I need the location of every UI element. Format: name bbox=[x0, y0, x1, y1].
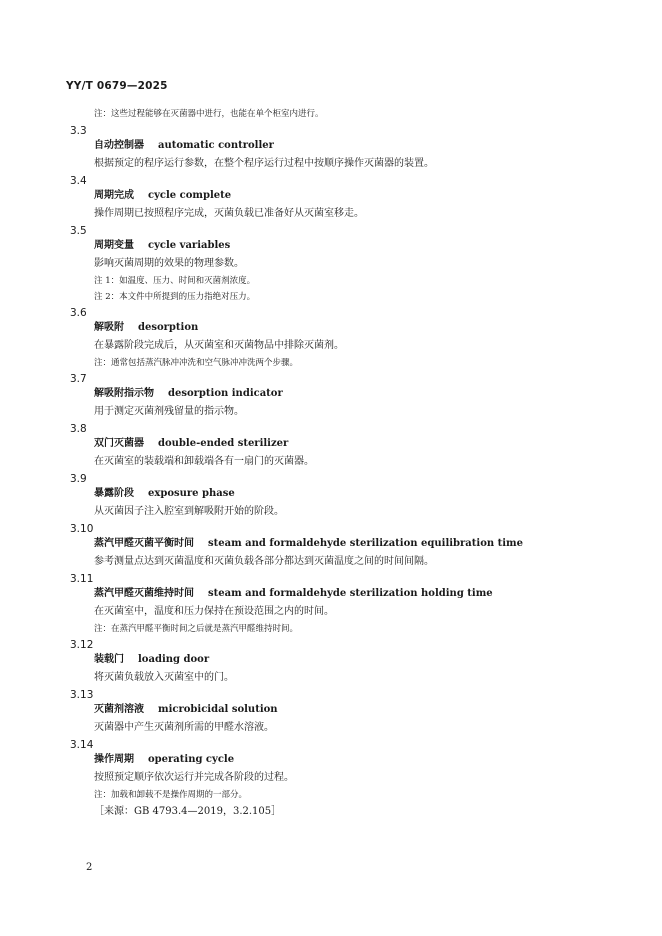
term-number: 3.13 bbox=[70, 689, 94, 701]
term-heading bbox=[94, 703, 610, 721]
term-note: 注 1：如温度、压力、时间和灭菌剂浓度。 bbox=[94, 276, 256, 286]
term-number: 3.11 bbox=[70, 573, 94, 585]
term-definition: 按照预定顺序依次运行并完成各阶段的过程。 bbox=[94, 772, 294, 783]
intro-note: 注：这些过程能够在灭菌器中进行，也能在单个柜室内进行。 bbox=[94, 109, 324, 119]
term-english: cycle variables bbox=[148, 240, 231, 251]
terms-section bbox=[70, 108, 610, 823]
term-number: 3.14 bbox=[70, 739, 94, 751]
term-chinese: 灭菌剂溶液 bbox=[94, 704, 144, 715]
term-chinese: 蒸汽甲醛灭菌维持时间 bbox=[94, 588, 194, 599]
term-heading bbox=[94, 387, 610, 405]
term-note: 注：加载和卸载不是操作周期的一部分。 bbox=[94, 790, 248, 800]
term-entry bbox=[70, 523, 610, 573]
term-definition: 操作周期已按照程序完成，灭菌负载已准备好从灭菌室移走。 bbox=[94, 208, 364, 219]
term-chinese: 暴露阶段 bbox=[94, 488, 134, 499]
term-english: double-ended sterilizer bbox=[158, 438, 289, 449]
term-entry bbox=[70, 423, 610, 473]
term-chinese: 操作周期 bbox=[94, 754, 134, 765]
term-number: 3.6 bbox=[70, 307, 87, 319]
term-definition: 灭菌器中产生灭菌剂所需的甲醛水溶液。 bbox=[94, 722, 274, 733]
term-entry bbox=[70, 125, 610, 175]
term-entry bbox=[70, 373, 610, 423]
term-definition: 在灭菌室中，温度和压力保持在预设范围之内的时间。 bbox=[94, 606, 334, 617]
term-chinese: 解吸附指示物 bbox=[94, 388, 154, 399]
term-heading bbox=[94, 587, 610, 605]
term-entry bbox=[70, 307, 610, 373]
term-definition: 在暴露阶段完成后，从灭菌室和灭菌物品中排除灭菌剂。 bbox=[94, 340, 344, 351]
document-header: YY/T 0679—2025 bbox=[66, 80, 168, 92]
term-definition: 参考测量点达到灭菌温度和灭菌负载各部分都达到灭菌温度之间的时间间隔。 bbox=[94, 556, 434, 567]
term-heading bbox=[94, 321, 610, 339]
term-note: 注：在蒸汽甲醛平衡时间之后就是蒸汽甲醛维持时间。 bbox=[94, 624, 299, 634]
term-entry bbox=[70, 739, 610, 823]
page-number: 2 bbox=[86, 862, 93, 873]
term-number: 3.8 bbox=[70, 423, 87, 435]
term-note: 注：通常包括蒸汽脉冲冲洗和空气脉冲冲洗两个步骤。 bbox=[94, 358, 299, 368]
term-number: 3.7 bbox=[70, 373, 87, 385]
term-entry bbox=[70, 473, 610, 523]
term-chinese: 双门灭菌器 bbox=[94, 438, 144, 449]
term-chinese: 自动控制器 bbox=[94, 140, 144, 151]
term-chinese: 蒸汽甲醛灭菌平衡时间 bbox=[94, 538, 194, 549]
term-source: ［来源：GB 4793.4—2019，3.2.105］ bbox=[94, 806, 282, 817]
term-english: microbicidal solution bbox=[158, 704, 278, 715]
term-english: automatic controller bbox=[158, 140, 274, 151]
term-number: 3.5 bbox=[70, 225, 87, 237]
term-english: desorption bbox=[138, 322, 199, 333]
term-definition: 在灭菌室的装载端和卸载端各有一扇门的灭菌器。 bbox=[94, 456, 314, 467]
term-number: 3.9 bbox=[70, 473, 87, 485]
term-chinese: 周期变量 bbox=[94, 240, 134, 251]
term-definition: 影响灭菌周期的效果的物理参数。 bbox=[94, 258, 244, 269]
term-english: cycle complete bbox=[148, 190, 232, 201]
term-definition: 根据预定的程序运行参数，在整个程序运行过程中按顺序操作灭菌器的装置。 bbox=[94, 158, 434, 169]
term-english: operating cycle bbox=[148, 754, 235, 765]
term-english: exposure phase bbox=[148, 488, 235, 499]
term-number: 3.3 bbox=[70, 125, 87, 137]
term-heading bbox=[94, 239, 610, 257]
term-heading bbox=[94, 189, 610, 207]
term-chinese: 解吸附 bbox=[94, 322, 124, 333]
term-entries bbox=[70, 125, 610, 823]
term-definition: 从灭菌因子注入腔室到解吸附开始的阶段。 bbox=[94, 506, 284, 517]
term-english: loading door bbox=[138, 654, 210, 665]
term-number: 3.12 bbox=[70, 639, 94, 651]
term-note: 注 2：本文件中所提到的压力指绝对压力。 bbox=[94, 292, 256, 302]
term-english: desorption indicator bbox=[168, 388, 283, 399]
term-entry bbox=[70, 225, 610, 307]
term-chinese: 装载门 bbox=[94, 654, 124, 665]
term-heading bbox=[94, 537, 610, 555]
term-entry bbox=[70, 639, 610, 689]
term-number: 3.4 bbox=[70, 175, 87, 187]
term-heading bbox=[94, 139, 610, 157]
term-english: steam and formaldehyde sterilization holding time bbox=[208, 588, 493, 599]
term-number: 3.10 bbox=[70, 523, 94, 535]
term-entry bbox=[70, 689, 610, 739]
term-heading bbox=[94, 753, 610, 771]
term-entry bbox=[70, 175, 610, 225]
term-definition: 将灭菌负载放入灭菌室中的门。 bbox=[94, 672, 234, 683]
term-heading bbox=[94, 653, 610, 671]
term-heading bbox=[94, 487, 610, 505]
term-chinese: 周期完成 bbox=[94, 190, 134, 201]
term-definition: 用于测定灭菌剂残留量的指示物。 bbox=[94, 406, 244, 417]
term-entry bbox=[70, 573, 610, 639]
term-english: steam and formaldehyde sterilization equilibration time bbox=[208, 538, 523, 549]
term-heading bbox=[94, 437, 610, 455]
